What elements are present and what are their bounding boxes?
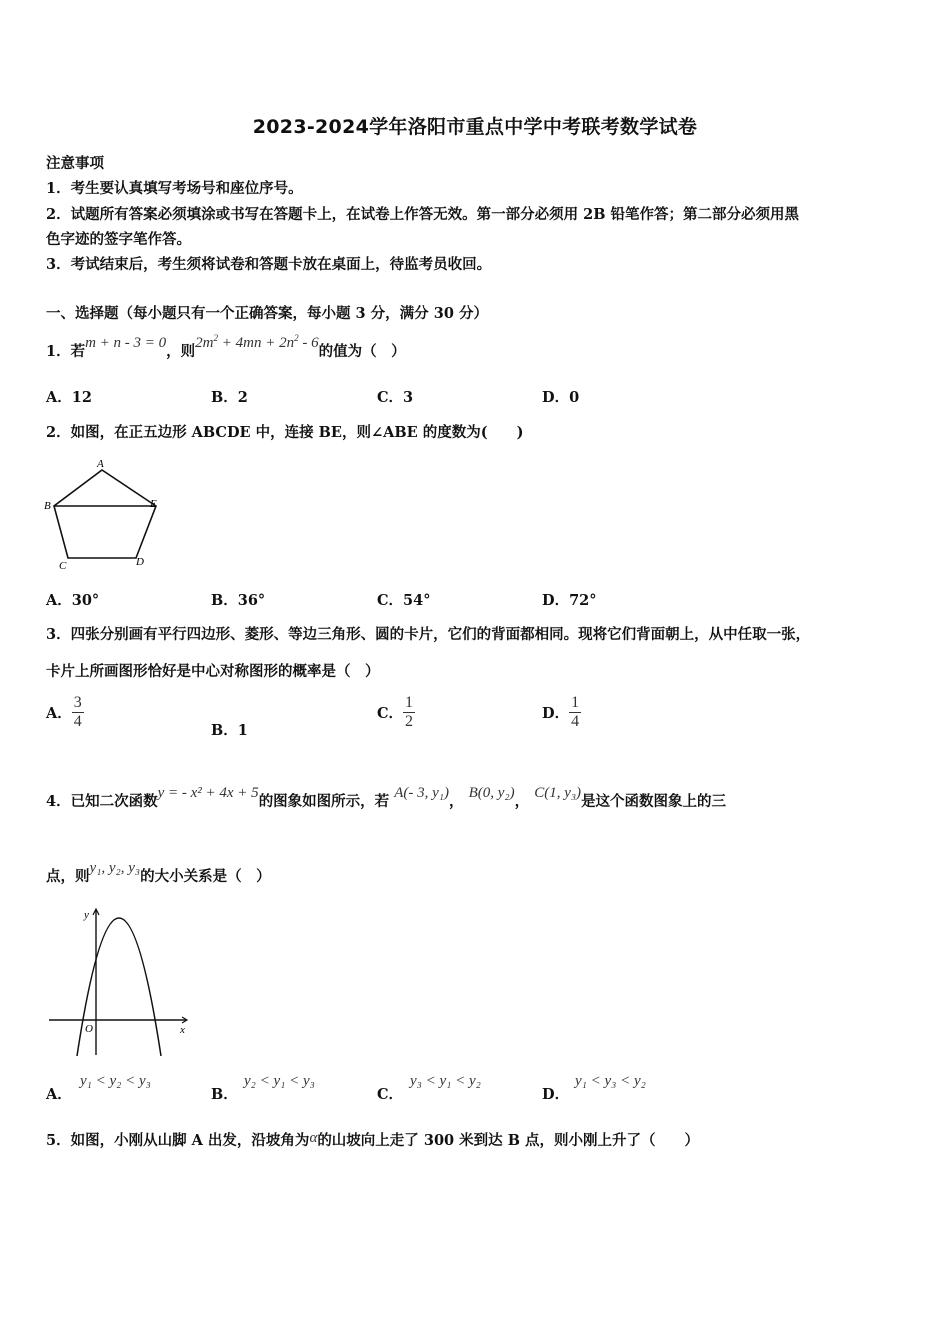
label-a: A bbox=[97, 458, 104, 470]
axis-x-label: x bbox=[180, 1024, 185, 1036]
page-title: 2023-2024学年洛阳市重点中学中考联考数学试卷 bbox=[252, 116, 698, 138]
notice-item: 2．试题所有答案必须填涂或书写在答题卡上，在试卷上作答无效。第一部分必须用 2B 铅笔作答；第二部分必须用黑 bbox=[46, 206, 800, 223]
option-a-expr: y₁ < y₂ < y₃ bbox=[80, 1073, 151, 1089]
origin-label: O bbox=[85, 1023, 93, 1035]
option-c: C． $\frac{1}{2}$ bbox=[377, 694, 414, 730]
option-d: D．0 bbox=[542, 389, 580, 406]
label-b: B bbox=[44, 500, 51, 512]
option-d: D．72° bbox=[542, 592, 597, 609]
option-b: B． bbox=[211, 1086, 238, 1103]
option-a: A．30° bbox=[46, 592, 100, 609]
label-d: D bbox=[136, 556, 144, 568]
alpha-symbol: α bbox=[309, 1130, 318, 1146]
option-a: A．12 bbox=[46, 389, 92, 406]
notice-item: 色字迹的签字笔作答。 bbox=[46, 231, 191, 248]
question-1: 1．若m + n - 3 = 0，则$2m^2 + 4mn + 2n^2 - 6$的值为（ ） bbox=[46, 333, 406, 360]
q1-condition: m + n - 3 = 0 bbox=[85, 335, 167, 351]
fraction: $\frac{1}{2}$ bbox=[405, 694, 414, 730]
question-3-line2: 卡片上所画图形恰好是中心对称图形的概率是（ ） bbox=[46, 663, 380, 680]
option-a: A． $\frac{3}{4}$ bbox=[46, 694, 82, 730]
option-d: D． $\frac{1}{4}$ bbox=[542, 694, 580, 730]
option-c: C． bbox=[377, 1086, 404, 1103]
notice-item: 3．考试结束后，考生须将试卷和答题卡放在桌面上，待监考员收回。 bbox=[46, 256, 492, 273]
q4-vars: y₁, y₂, y₃ bbox=[89, 860, 141, 876]
question-5: 5．如图，小刚从山脚 A 出发，沿坡角为α的山坡向上走了 300 米到达 B 点，则小刚上升了（ ） bbox=[46, 1130, 700, 1149]
question-3-line1: 3．四张分别画有平行四边形、菱形、等边三角形、圆的卡片，它们的背面都相同。现将它们背面朝上，从中任取一张， bbox=[46, 626, 811, 643]
label-e: E bbox=[150, 498, 157, 510]
notice-item: 1．考生要认真填写考场号和座位序号。 bbox=[46, 180, 303, 197]
option-b: B．36° bbox=[211, 592, 266, 609]
label-c: C bbox=[59, 560, 67, 571]
option-b: B．1 bbox=[211, 722, 248, 739]
pentagon-figure bbox=[44, 456, 169, 571]
question-4-line1: 4．已知二次函数y = - x² + 4x + 5的图象如图所示，若 A(- 3, y₁)， B(0, y₂)， C(1, y₃)是这个函数图象上的三 bbox=[46, 785, 727, 810]
q1-expression: $2m^2 + 4mn + 2n^2 - 6$ bbox=[195, 333, 319, 351]
question-2: 2．如图，在正五边形 ABCDE 中，连接 BE，则∠ABE 的度数为( ) bbox=[46, 424, 524, 441]
point-a: A(- 3, y₁) bbox=[394, 785, 450, 801]
fraction: $\frac{3}{4}$ bbox=[73, 694, 82, 730]
notice-heading: 注意事项 bbox=[46, 155, 104, 172]
fraction: $\frac{1}{4}$ bbox=[571, 694, 580, 730]
option-d: D． bbox=[542, 1086, 570, 1103]
question-4-line2: 点，则y₁, y₂, y₃的大小关系是（ ） bbox=[46, 860, 271, 885]
parabola-graph bbox=[44, 900, 194, 1060]
option-c: C．54° bbox=[377, 592, 431, 609]
point-c: C(1, y₃) bbox=[534, 785, 582, 801]
axis-y-label: y bbox=[84, 909, 89, 921]
option-b: B．2 bbox=[211, 389, 248, 406]
option-d-expr: y₁ < y₃ < y₂ bbox=[575, 1073, 646, 1089]
option-a: A． bbox=[46, 1086, 72, 1103]
point-b: B(0, y₂) bbox=[468, 785, 515, 801]
q4-function: y = - x² + 4x + 5 bbox=[157, 785, 259, 801]
option-c: C．3 bbox=[377, 389, 414, 406]
section-heading: 一、选择题（每小题只有一个正确答案，每小题 3 分，满分 30 分） bbox=[46, 305, 488, 322]
option-c-expr: y₃ < y₁ < y₂ bbox=[410, 1073, 481, 1089]
option-b-expr: y₂ < y₁ < y₃ bbox=[244, 1073, 315, 1089]
